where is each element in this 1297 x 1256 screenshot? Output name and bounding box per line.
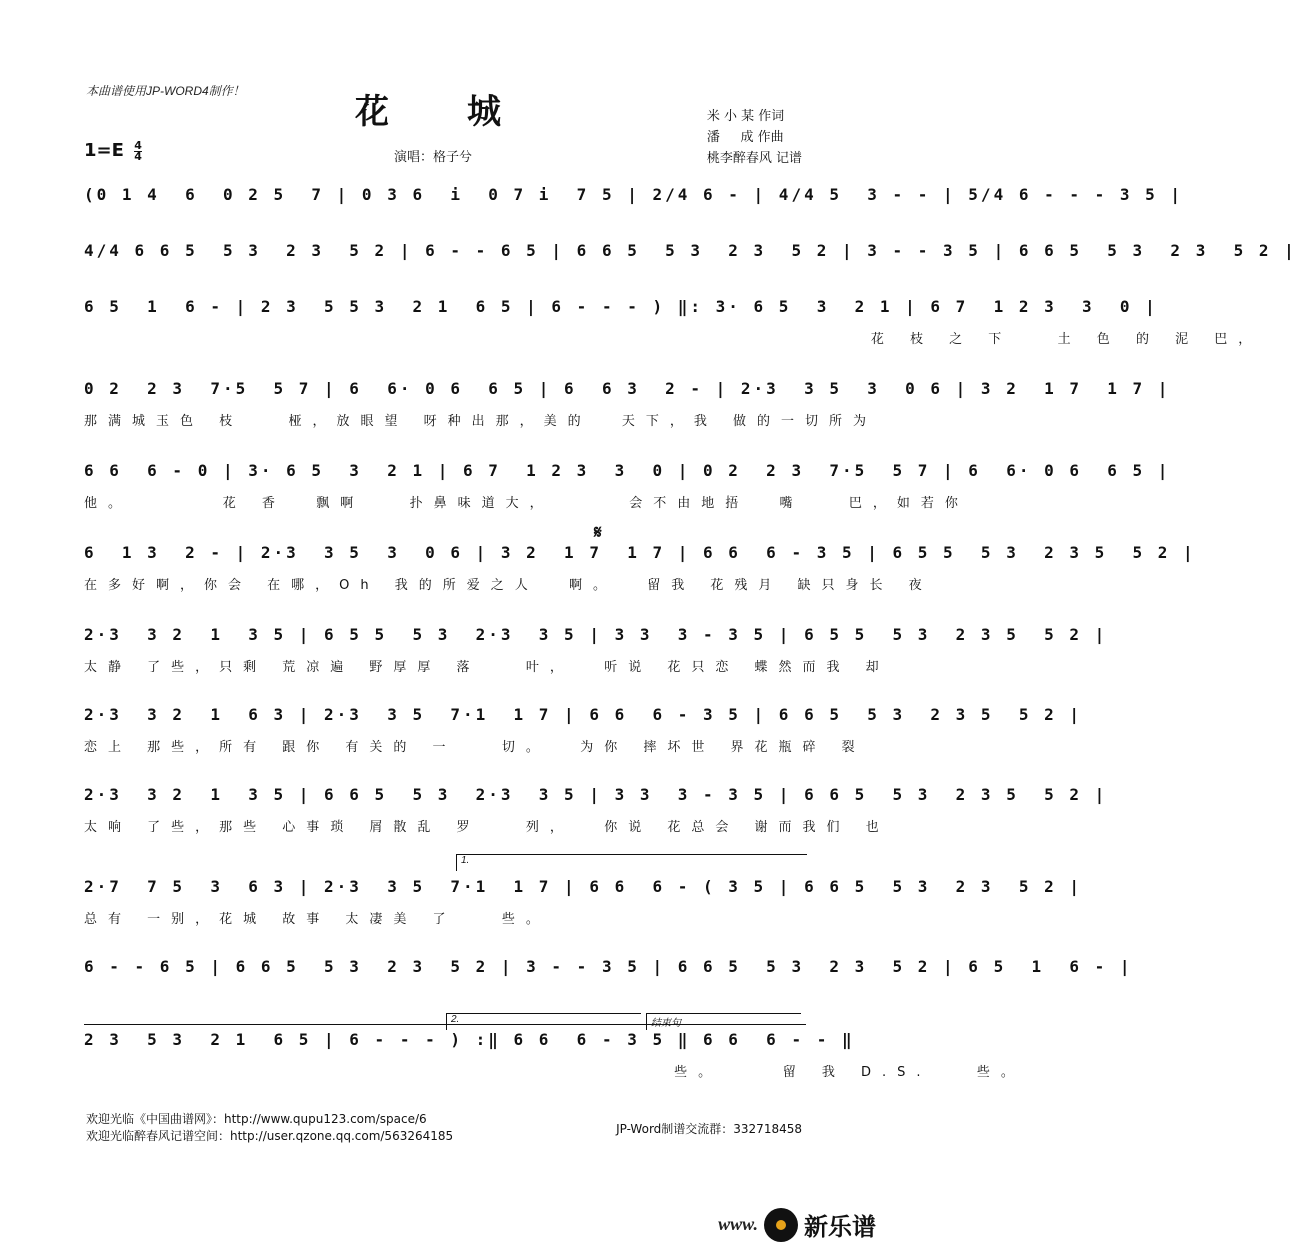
lyrics-line: 他。 花 香 飘啊 扑鼻味道大， 会不由地捂 嘴 巴，如若你 <box>84 496 969 511</box>
time-top: 4 <box>134 138 142 152</box>
notes-line: 2 3 5 3 2 1 6 5 | 6 - - - ) :‖ 6 6 6 - 3 5 ‖ 6 6 6 - - ‖ <box>84 1030 855 1049</box>
notes-line: 6 6 6 - 0 | 3· 6 5 3 2 1 | 6 7 1 2 3 3 0 | 0 2 2 3 7·5 5 7 | 6 6· 0 6 6 5 | <box>84 461 1171 480</box>
transcriber: 桃李醉春风 记谱 <box>706 151 802 166</box>
credits <box>707 106 802 169</box>
lyrics-line: 总有 一别，花城 故事 太凄美 了 些。 <box>84 912 550 927</box>
made-with-note: 本曲谱使用JP-WORD4制作！ <box>86 84 245 98</box>
song-title <box>355 84 501 133</box>
notes-line: 6 - - 6 5 | 6 6 5 5 3 2 3 5 2 | 3 - - 3 5 | 6 6 5 5 3 2 3 5 2 | 6 5 1 6 - | <box>84 957 1133 976</box>
lyricist: 米 小 某 作词 <box>706 109 785 124</box>
lyrics-line: 在多好啊，你会 在哪，Oh 我的所爱之人 啊。 留我 花残月 缺只身长 夜 <box>84 578 933 593</box>
logo-brand: 新乐谱 <box>804 1213 876 1241</box>
notes-line: 2·7 7 5 3 6 3 | 2·3 3 5 7·1 1 7 | 6 6 6 - ( 3 5 | 6 6 5 5 3 2 3 5 2 | <box>84 877 1082 896</box>
key-signature <box>84 140 142 162</box>
title-char-2: 城 <box>467 92 501 132</box>
group-info: JP-Word制谱交流群：332718458 <box>616 1122 802 1136</box>
notes-line: 2·3 3 2 1 3 5 | 6 5 5 5 3 2·3 3 5 | 3 3 3 - 3 5 | 6 5 5 5 3 2 3 5 5 2 | <box>84 625 1108 644</box>
logo-www: www. <box>718 1214 758 1234</box>
lyrics-line: 太响 了些，那些 心事琐 屑散乱 罗 列， 你说 花总会 谢而我们 也 <box>84 820 890 835</box>
segno-icon: 𝄋 <box>594 522 602 542</box>
notes-line: 0 2 2 3 7·5 5 7 | 6 6· 0 6 6 5 | 6 6 3 2 - | 2·3 3 5 3 0 6 | 3 2 1 7 1 7 | <box>84 379 1171 398</box>
title-char-1: 花 <box>355 92 389 132</box>
notes-line: 4/4 6 6 5 5 3 2 3 5 2 | 6 - - 6 5 | 6 6 5 5 3 2 3 5 2 | 3 - - 3 5 | 6 6 5 5 3 2 3 5 2 | <box>84 241 1297 260</box>
notes-line: 2·3 3 2 1 3 5 | 6 6 5 5 3 2·3 3 5 | 3 3 3 - 3 5 | 6 6 5 5 3 2 3 5 5 2 | <box>84 785 1108 804</box>
lyrics-line: 那满城玉色 枝 桠，放眼望 呀种出那，美的 天下，我 做的一切所为 <box>84 414 878 429</box>
lyrics-line: 些。 留 我 D.S. 些。 <box>84 1065 1025 1080</box>
key-prefix: 1=E <box>84 140 124 161</box>
footer-links <box>86 1111 453 1145</box>
volta-1: 1. <box>456 854 807 871</box>
notes-line: 6 1 3 2 - | 2·3 3 5 3 0 6 | 3 2 1 7 1 7 | 6 6 6 - 3 5 | 6 5 5 5 3 2 3 5 5 2 | <box>84 543 1196 562</box>
time-bottom: 4 <box>134 149 142 163</box>
score-row-12 <box>84 1014 1025 1080</box>
time-signature <box>134 138 142 163</box>
notes-line: (0 1 4 6 0 2 5 7 | 0 3 6 i 0 7 i 7 5 | 2/4 6 - | 4/4 5 3 - - | 5/4 6 - - - 3 5 | <box>84 185 1184 204</box>
music-disc-icon <box>764 1208 798 1242</box>
ending-label: 结束句 <box>646 1013 801 1030</box>
footer-line-1[interactable]: 欢迎光临《中国曲谱网》：http://www.qupu123.com/space/6 <box>86 1112 427 1126</box>
notes-line: 6 5 1 6 - | 2 3 5 5 3 2 1 6 5 | 6 - - - ) ‖: 3· 6 5 3 2 1 | 6 7 1 2 3 3 0 | <box>84 297 1158 316</box>
site-logo <box>718 1207 876 1242</box>
lyrics-line: 花 枝 之 下 土 色 的 泥 巴， <box>84 332 1263 347</box>
notes-line: 2·3 3 2 1 6 3 | 2·3 3 5 7·1 1 7 | 6 6 6 - 3 5 | 6 6 5 5 3 2 3 5 5 2 | <box>84 705 1082 724</box>
volta-2: 2. <box>446 1013 641 1030</box>
lyrics-line: 恋上 那些，所有 跟你 有关的 一 切。 为你 摔坏世 界花瓶碎 裂 <box>84 740 866 755</box>
lyrics-line: 太静 了些，只剩 荒凉遍 野厚厚 落 叶， 听说 花只恋 蝶然而我 却 <box>84 660 890 675</box>
composer: 潘 成 作曲 <box>706 130 784 145</box>
singer: 演唱：格子兮 <box>394 150 473 165</box>
footer-line-2[interactable]: 欢迎光临醉春风记谱空间：http://user.qzone.qq.com/563264185 <box>86 1129 454 1143</box>
